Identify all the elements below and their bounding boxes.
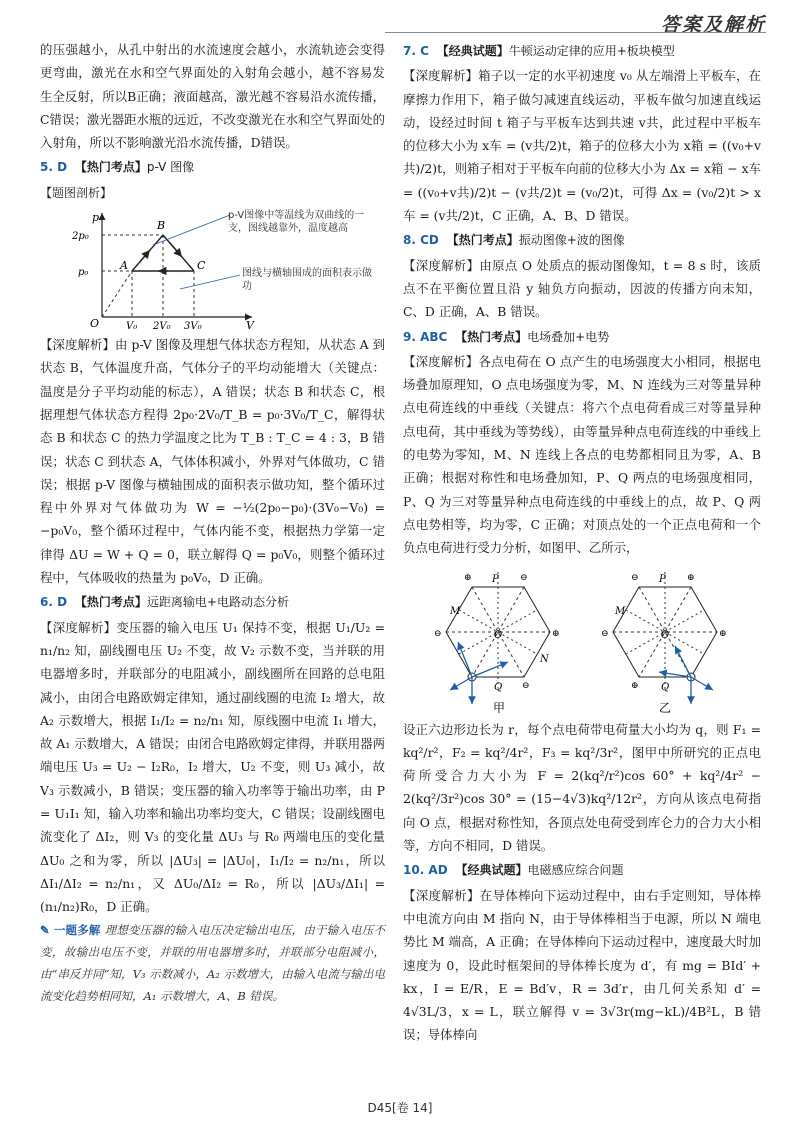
q5-heading xyxy=(40,156,385,179)
q9-analysis: 【深度解析】各点电荷在 O 点产生的电场强度大小相同，根据电场叠加原理知，O 点电场强度为零，M、N 连线为三对等量异种点电荷连线的中垂线（关键点：将六个点电荷看成三对等量异种点电荷，其中垂线为等势线），由等量异种点电荷连线的中垂线上的电势为零知，M、N 连线上各点的电势都相同且为零，A、B 正确；根据对称性和电场叠加知，P、Q 两点的电场强度相同，P、Q 为三对等量异种点电荷连线的中垂线上的点，故 P、Q 两点电势相等，均为零，C 正确；对顶点处的一个正点电荷和一个负点电荷进行受力分析，如图甲、乙所示， xyxy=(403,353,761,556)
q8-analysis: 【深度解析】由原点 O 处质点的振动图像知，t = 8 s 时，该质点不在平衡位置且沿 y 轴负方向振动，因波的传播方向未知，C、D 正确，A、B 错误。 xyxy=(403,257,761,320)
q9-analysis-2: 设正六边形边长为 r，每个点电荷带电荷量大小均为 q，则 F₁ = kq²/r²，F₂ = kq²/4r²，F₃ = kq²/3r²，图甲中所研究的正点电荷所受合力大小为 F = 2(kq²/r²)cos 60° + kq²/4r² − 2(kq²/3r²)cos 30° = (15−4√3)kq²/12r²，方向从该点电荷指向 O 点，根据对称性知，各顶点处电荷受到库仑力的合力大小相等，方向不相同，D 错误。 xyxy=(403,721,761,854)
q4-tail: 的压强越小，从孔中射出的水流速度会越小，水流轨迹会变得更弯曲，激光在水和空气界面处的入射角会越小，越不容易发生全反射，所以B正确；液面越高，激光越不容易沿水流传播，C错误；激光器距水瓶的远近，不改变激光在水和空气界面处的入射角，所以不影响激光沿水流传播，D错误。 xyxy=(40,42,385,151)
q5-tag: 【热门考点】 xyxy=(74,160,147,175)
q5-analysis: 【深度解析】由 p-V 图像及理想气体状态方程知，从状态 A 到状态 B，气体温度升高，气体分子的平均动能增大（关键点：温度是分子平均动能的标志），A 错误；状态 B 和状态 C，根据理想气体状态方程得 2p₀·2V₀/T_B = p₀·3V₀/T_C，解得状态 B 和状态 C 的热力学温度之比为 T_B : T_C = 4 : 3，B 错误；状态 C 到状态 A，气体体积减小，外界对气体做功，C 错误；根据 p-V 图像与横轴围成的面积表示做功知，整个循环过程中外界对气体做功为 W = −½(2p₀−p₀)·(3V₀−V₀) = −p₀V₀，整个循环过程中，气体内能不变，根据热力学第一定律得 ΔU = W + Q = 0，联立解得 Q = p₀V₀，则整个循环过程中，气体吸收的热量为 p₀V₀，D 正确。 xyxy=(40,337,385,586)
q9-tag: 【热门考点】 xyxy=(455,329,528,344)
page-footer: D45[卷 14] xyxy=(367,1101,433,1115)
q7-number: 7. C xyxy=(403,44,429,58)
svg-text:O: O xyxy=(494,629,503,641)
figure-yi xyxy=(601,572,727,704)
svg-text:⊖: ⊖ xyxy=(631,572,639,583)
pencil-icon: ✎ xyxy=(40,922,50,937)
q9-number: 9. ABC xyxy=(403,329,448,344)
q6-multi-solution xyxy=(40,919,385,1007)
annotation-isotherm: p-V图像中等温线为双曲线的一支，图线越靠外，温度越高 xyxy=(228,210,365,235)
q10-number: 10. AD xyxy=(403,863,448,878)
svg-text:M: M xyxy=(615,605,626,617)
q6-tag: 【热门考点】 xyxy=(74,595,147,610)
tick-2v0: 2V₀ xyxy=(153,321,171,330)
q7-topic: 牛顿运动定律的应用+板块模型 xyxy=(508,44,675,58)
q6-analysis: 【深度解析】变压器的输入电压 U₁ 保持不变，根据 U₁/U₂ = n₁/n₂ 知，副线圈电压 U₂ 不变，故 V₂ 示数不变，当并联的用电器增多时，并联部分的电阻减小，副线圈所在回路的总电阻减小，由闭合电路欧姆定律知，通过副线圈的电流 I₂ 增大，故 A₂ 示数增大，根据 I₁/I₂ = n₂/n₁ 知，原线圈中电流 I₁ 增大，故 A₁ 示数增大，A 错误；由闭合电路欧姆定律得，并联用器两端电压 U₃ = U₂ − I₂R₀，I₂ 增大，U₂ 不变，则 U₃ 减小，故 V₃ 示数减小，B 错误；变压器的输入功率等于输出功率，由 P = U₁I₁ 知，输入功率和输出功率均变大，C 错误；设副线圈电流变化了 ΔI₂，则 V₃ 的变化量 ΔU₃ 与 R₀ 两端电压的变化量 ΔU₀ 之和为零，所以 |ΔU₃| = |ΔU₀|，I₁/I₂ = n₂/n₁，所以 ΔI₁/ΔI₂ = n₂/n₁，又 ΔU₀/ΔI₂ = R₀，所以 |ΔU₃/ΔI₁| = (n₁/n₂)R₀，D 正确。 xyxy=(40,619,385,915)
tick-v0: V₀ xyxy=(126,321,138,330)
svg-text:⊖: ⊖ xyxy=(601,628,609,639)
q10-analysis: 【深度解析】在导体棒向下运动过程中，由右手定则知，导体棒中电流方向由 M 指向 N，由于导体棒相当于电源，所以 N 端电势比 M 端高，A 正确；在导体棒向下运动过程中，速度最大时加速度为 0，设此时框架间的导体棒长度为 d′，有 mg = BId′ + kx，I = E/R，E = Bd′v，R = 3d′r，由几何关系知 d′ = 4√3L/3，x = L，联立解得 v = 3√3r(mg−kL)/4B²L，B 错误；导体棒向 xyxy=(403,887,761,1043)
q6-heading xyxy=(40,591,385,614)
q7-analysis: 【深度解析】箱子以一定的水平初速度 v₀ 从左端滑上平板车，在摩擦力作用下，箱子做匀减速直线运动，平板车做匀加速直线运动，设经过时间 t 箱子与平板车达到共速 v共，此过程中平板车的位移大小为 x车 = (v共/2)t，箱子的位移大小为 x箱 = ((v₀+v共)/2)t，则箱子相对于平板车向前的位移大小为 Δx = x箱 − x车 = ((v₀+v共)/2)t − (v共/2)t = (v₀/2)t，可得 Δx = (v₀/2)t > x车 = (v共/2)t，C 正确，A、B、D 错误。 xyxy=(403,68,761,224)
svg-text:N: N xyxy=(540,653,549,665)
svg-text:⊕: ⊕ xyxy=(464,572,472,583)
svg-text:⊕: ⊕ xyxy=(719,628,727,639)
q5-topic: p-V 图像 xyxy=(146,160,195,175)
page-header: 答案及解析 xyxy=(660,14,766,36)
q8-tag: 【热门考点】 xyxy=(446,233,519,248)
header-rule xyxy=(385,32,766,33)
origin-label: O xyxy=(90,317,100,330)
tick-p0: p₀ xyxy=(78,267,89,279)
svg-text:⊕: ⊕ xyxy=(631,680,639,691)
q8-heading xyxy=(403,229,761,252)
q7-heading xyxy=(403,40,761,63)
annotation-area: 图线与横轴围成的面积表示做功 xyxy=(242,268,372,293)
q6-topic: 远距离输电+电路动态分析 xyxy=(146,595,289,610)
multi-solution-head: 一题多解 xyxy=(53,922,101,937)
label-jia: 甲 xyxy=(493,700,506,714)
q5-number: 5. D xyxy=(40,160,68,175)
svg-text:⊖: ⊖ xyxy=(434,628,442,639)
q9-topic: 电场叠加+电势 xyxy=(527,329,610,344)
q9-heading xyxy=(403,326,761,349)
tick-2p0: 2p₀ xyxy=(72,231,89,243)
page-number: D45 xyxy=(367,1101,393,1115)
tick-3v0: 3V₀ xyxy=(184,321,202,330)
multi-solution-text: 理想变压器的输入电压决定输出电压，由于输入电压不变，故输出电压不变，并联的用电器增多时，并联部分电阻减小，由“串反并同”知，V₃ 示数减小，A₂ 示数增大，由输入电流与输出电流变化趋势相同知，A₁ 示数增大，A、B 错误。 xyxy=(40,922,386,1003)
svg-text:⊖: ⊖ xyxy=(522,680,530,691)
v-axis-label: V xyxy=(246,319,254,330)
point-a: A xyxy=(120,259,128,273)
q10-topic: 电磁感应综合问题 xyxy=(527,863,624,878)
right-column xyxy=(403,38,761,1047)
q7-tag: 【经典试题】 xyxy=(436,44,509,58)
svg-text:Q: Q xyxy=(661,681,670,693)
svg-text:⊖: ⊖ xyxy=(520,572,528,583)
q8-topic: 振动图像+波的图像 xyxy=(518,233,625,248)
hexagon-force-diagrams xyxy=(403,564,761,714)
point-b: B xyxy=(157,219,166,233)
label-yi: 乙 xyxy=(659,700,672,714)
volume-label: 卷 14 xyxy=(396,1101,428,1115)
pv-diagram xyxy=(40,209,380,329)
svg-text:P: P xyxy=(659,573,666,585)
p-axis-label: p xyxy=(92,211,100,225)
q10-tag: 【经典试题】 xyxy=(455,863,528,878)
svg-text:P: P xyxy=(492,573,499,585)
svg-text:⊕: ⊕ xyxy=(552,628,560,639)
q6-number: 6. D xyxy=(40,595,68,610)
left-column xyxy=(40,38,385,1007)
q8-number: 8. CD xyxy=(403,233,439,248)
point-c: C xyxy=(197,259,206,273)
q5-sub: 【题图剖析】 xyxy=(40,185,113,200)
figure-jia xyxy=(434,572,560,704)
svg-text:⊕: ⊕ xyxy=(687,572,695,583)
svg-text:O: O xyxy=(661,629,670,641)
svg-text:Q: Q xyxy=(494,681,503,693)
q10-heading xyxy=(403,859,761,882)
svg-text:M: M xyxy=(450,605,461,617)
